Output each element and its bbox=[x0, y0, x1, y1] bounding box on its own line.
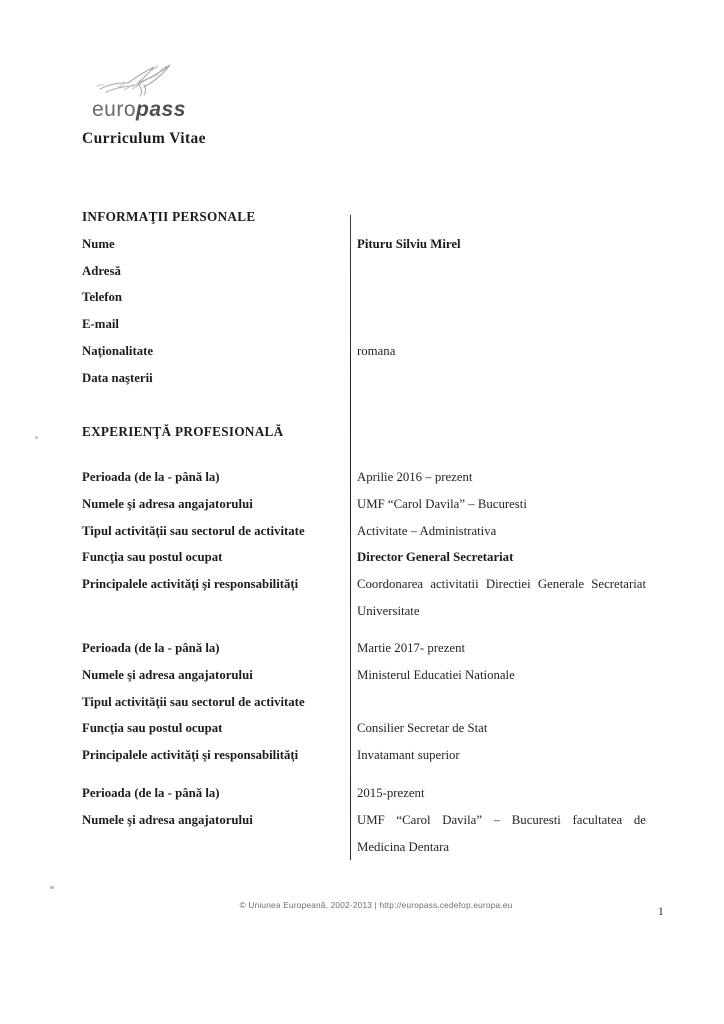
field-value: Coordonarea activitatii Directiei Generale Secretariat Universitate bbox=[357, 577, 646, 618]
field-value: romana bbox=[357, 343, 396, 358]
experience-row-perioada bbox=[82, 635, 724, 662]
field-label: Principalele activităţi şi responsabilităţi bbox=[82, 577, 299, 592]
field-label: Numele şi adresa angajatorului bbox=[82, 667, 253, 682]
field-label: Nume bbox=[82, 236, 115, 251]
logo-pass-text: pass bbox=[136, 98, 186, 121]
field-label: Naţionalitate bbox=[82, 343, 154, 358]
field-value: Invatamant superior bbox=[357, 748, 460, 763]
experience-row-responsabilitati bbox=[82, 571, 724, 625]
personal-row-nume bbox=[82, 231, 724, 258]
experience-heading: EXPERIENŢĂ PROFESIONALĂ bbox=[82, 424, 284, 439]
experience-row-tip-activitate bbox=[82, 689, 724, 716]
field-label: Numele şi adresa angajatorului bbox=[82, 496, 253, 511]
field-label: Tipul activităţii sau sectorul de activitate bbox=[82, 694, 305, 709]
field-value: Ministerul Educatiei Nationale bbox=[357, 667, 515, 682]
logo-euro-text: euro bbox=[92, 98, 137, 121]
experience-row-perioada bbox=[82, 780, 724, 807]
field-label: Adresă bbox=[82, 263, 121, 278]
experience-row-angajator bbox=[82, 662, 724, 689]
personal-info-section bbox=[82, 204, 724, 392]
experience-row-angajator bbox=[82, 491, 724, 518]
personal-row-telefon bbox=[82, 284, 724, 311]
personal-row-email bbox=[82, 311, 724, 338]
field-label: Funcţia sau postul ocupat bbox=[82, 721, 223, 736]
field-value: 2015-prezent bbox=[357, 786, 425, 800]
page-number: 1 bbox=[658, 906, 664, 918]
field-label: E-mail bbox=[82, 317, 119, 332]
experience-section-heading-wrap bbox=[82, 419, 724, 446]
personal-info-heading: INFORMAŢII PERSONALE bbox=[82, 209, 256, 224]
experience-row-functia bbox=[82, 715, 724, 742]
europass-logo bbox=[86, 62, 216, 122]
field-value: Activitate – Administrativa bbox=[357, 523, 497, 538]
experience-row-perioada bbox=[82, 464, 724, 491]
field-value: Pituru Silviu Mirel bbox=[357, 236, 461, 251]
experience-row-tip-activitate bbox=[82, 518, 724, 545]
scan-speck bbox=[50, 886, 54, 889]
field-label: Numele şi adresa angajatorului bbox=[82, 812, 253, 827]
experience-row-functia bbox=[82, 544, 724, 571]
personal-row-nationalitate bbox=[82, 338, 724, 365]
europass-wordmark bbox=[92, 98, 216, 122]
field-label: Tipul activităţii sau sectorul de activitate bbox=[82, 523, 305, 538]
field-label: Principalele activităţi şi responsabilităţi bbox=[82, 748, 299, 763]
field-label: Funcţia sau postul ocupat bbox=[82, 550, 223, 565]
field-value: Director General Secretariat bbox=[357, 550, 514, 565]
field-label: Perioada (de la - până la) bbox=[82, 641, 220, 655]
field-value: Martie 2017- prezent bbox=[357, 641, 466, 655]
personal-row-adresa bbox=[82, 258, 724, 285]
footer-copyright: © Uniunea Europeană, 2002-2013 | http://europass.cedefop.europa.eu bbox=[239, 900, 513, 910]
document-title: Curriculum Vitae bbox=[82, 130, 206, 147]
field-label: Perioada (de la - până la) bbox=[82, 470, 220, 484]
field-value: UMF “Carol Davila” – Bucuresti bbox=[357, 496, 527, 511]
scan-speck bbox=[35, 436, 38, 439]
field-value: Aprilie 2016 – prezent bbox=[357, 470, 473, 484]
experience-row-angajator bbox=[82, 807, 724, 861]
field-value: Consilier Secretar de Stat bbox=[357, 721, 488, 736]
experience-entry-2 bbox=[82, 635, 724, 769]
field-label: Perioada (de la - până la) bbox=[82, 786, 220, 800]
field-value: UMF “Carol Davila” – Bucuresti facultatea de Medicina Dentara bbox=[357, 812, 646, 854]
experience-row-responsabilitati bbox=[82, 742, 724, 769]
personal-row-data-nasterii bbox=[82, 365, 724, 392]
experience-entry-3 bbox=[82, 780, 724, 860]
field-label: Telefon bbox=[82, 290, 123, 305]
field-label: Data naşterii bbox=[82, 370, 153, 385]
experience-entry-1 bbox=[82, 464, 724, 625]
